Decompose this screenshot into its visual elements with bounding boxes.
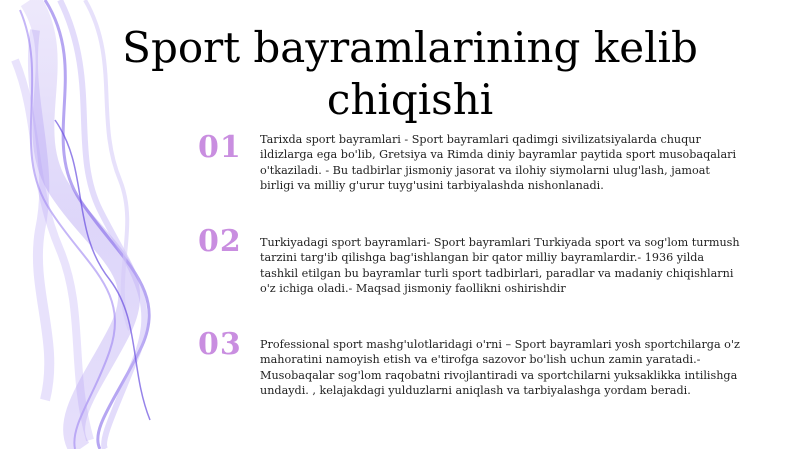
item-number-03: 03 bbox=[198, 327, 242, 362]
item-text-01: Tarixda sport bayramlari - Sport bayramlari qadimgi sivilizatsiyalarda chuqur ildizlarga ega bo'lib, Gretsiya va Rimda diniy bayramlar paytida sport musobaqalari o'tkaziladi. - Bu tadbirlar jismoniy jasorat va ilohiy siymolarni ulug'lash, jamoat birligi va milliy g'urur tuyg'usini tarbiyalashda nishonlanadi. bbox=[260, 133, 737, 193]
page-title: Sport bayramlarining kelib chiqishi bbox=[122, 23, 698, 124]
item-number-01: 01 bbox=[198, 130, 242, 165]
item-number-02: 02 bbox=[198, 224, 242, 259]
item-text-02: Turkiyadagi sport bayramlari- Sport bayramlari Turkiyada sport va sog'lom turmush tarzini targ'ib qilishga bag'ishlangan bir qator milliy bayramlardir.- 1936 yilda tashkil etilgan bu bayramlar turli sport tadbirlari, paradlar va madaniy chiqishlarni o'z ichiga oladi.- Maqsad jismoniy faollikni oshirishdir bbox=[260, 236, 740, 296]
item-text-03: Professional sport mashg'ulotlaridagi o'rni – Sport bayramlari yosh sportchilarga o'z mahoratini namoyish etish va e'tirofga sazovor bo'lish uchun zamin yaratadi.- Musobaqalar sog'lom raqobatni rivojlantiradi va sportchilarni yuksaklikka intilishga undaydi. , kelajakdagi yulduzlarni aniqlash va tarbiyalashga yordam beradi. bbox=[260, 338, 740, 398]
